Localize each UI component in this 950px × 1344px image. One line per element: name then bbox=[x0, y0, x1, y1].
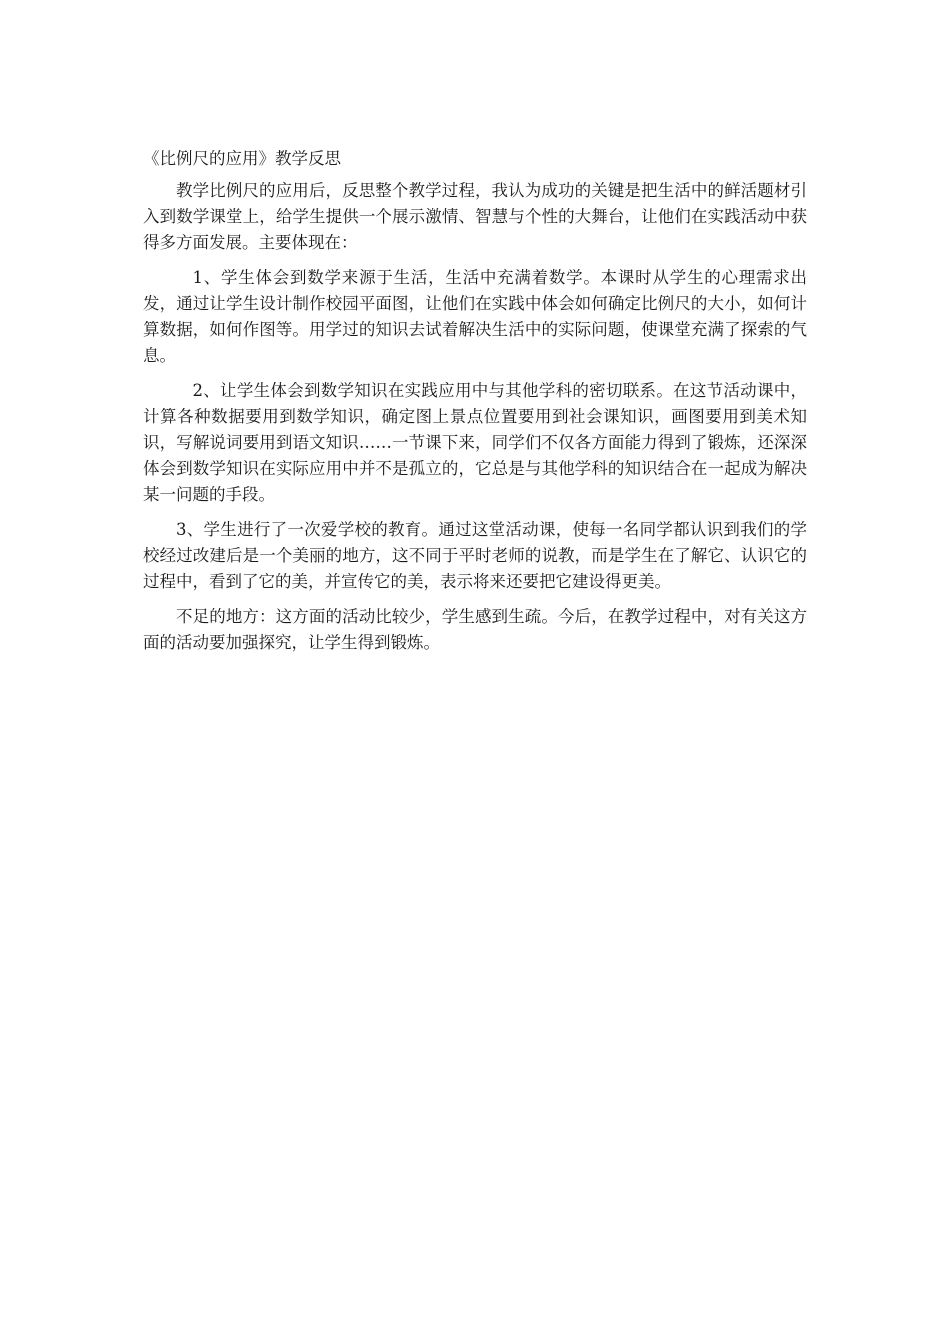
intro-paragraph: 教学比例尺的应用后，反思整个教学过程，我认为成功的关键是把生活中的鲜活题材引入到数学课堂上，给学生提供一个展示激情、智慧与个性的大舞台，让他们在实践活动中获得多方面发展。主要体现在： bbox=[143, 181, 807, 252]
point-3-paragraph: 3、学生进行了一次爱学校的教育。通过这堂活动课，使每一名同学都认识到我们的学校经过改建后是一个美丽的地方，这不同于平时老师的说教，而是学生在了解它、认识它的过程中，看到了它的美，并宣传它的美，表示将来还要把它建设得更美。 bbox=[143, 520, 807, 591]
shortcomings-paragraph: 不足的地方：这方面的活动比较少，学生感到生疏。今后，在教学过程中，对有关这方面的活动要加强探究，让学生得到锻炼。 bbox=[143, 607, 807, 652]
point-2-paragraph: 2、让学生体会到数学知识在实践应用中与其他学科的密切联系。在这节活动课中，计算各种数据要用到数学知识，确定图上景点位置要用到社会课知识，画图要用到美术知识，写解说词要用到语文知识……一节课下来，同学们不仅各方面能力得到了锻炼，还深深体会到数学知识在实际应用中并不是孤立的，它总是与其他学科的知识结合在一起成为解决某一问题的手段。 bbox=[143, 381, 807, 504]
document-body bbox=[143, 146, 807, 665]
point-1-paragraph: 1、学生体会到数学来源于生活，生活中充满着数学。本课时从学生的心理需求出发，通过让学生设计制作校园平面图，让他们在实践中体会如何确定比例尺的大小，如何计算数据，如何作图等。用学过的知识去试着解决生活中的实际问题，使课堂充满了探索的气息。 bbox=[143, 268, 807, 365]
document-title: 《比例尺的应用》教学反思 bbox=[143, 149, 341, 168]
